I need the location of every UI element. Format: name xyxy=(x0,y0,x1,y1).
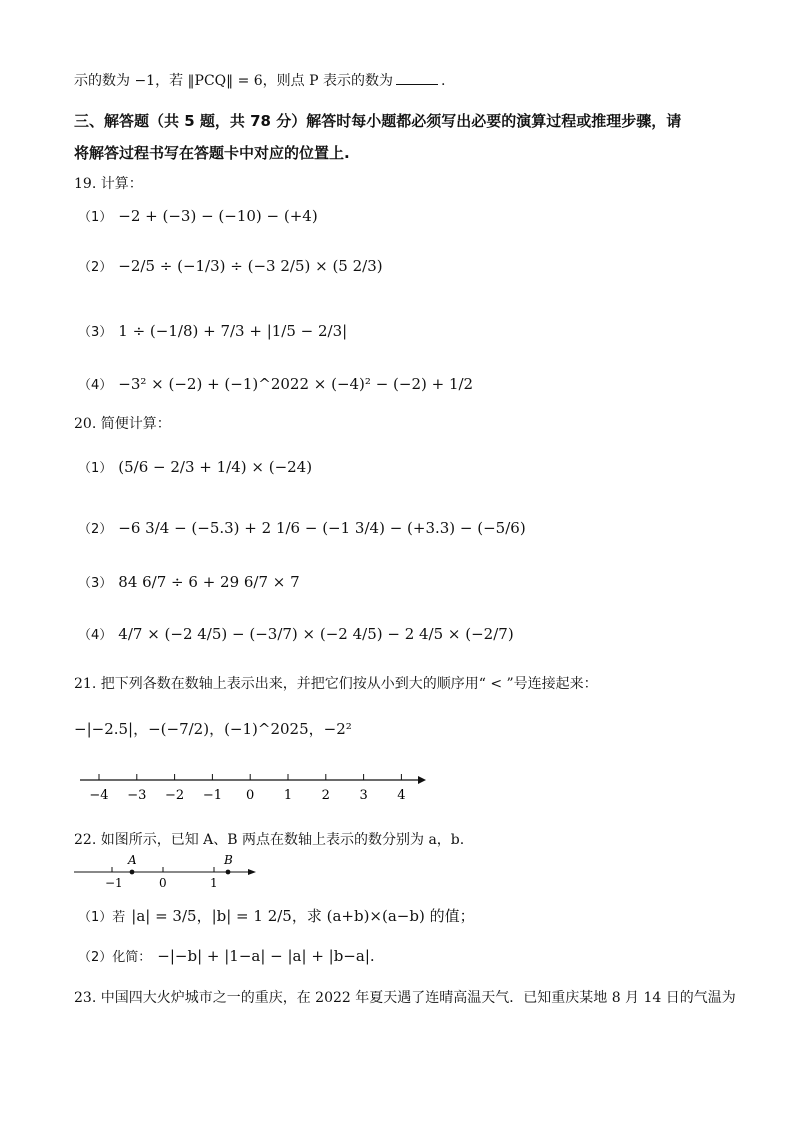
number-line-21 xyxy=(74,768,434,812)
question-21: 21. 把下列各数在数轴上表示出来，并把它们按从小到大的顺序用“ < ”号连接起来： xyxy=(74,676,598,692)
part-tag: （1）若 xyxy=(78,910,126,925)
q19-part-1 xyxy=(78,206,318,225)
tick-label: 0 xyxy=(159,876,167,890)
question-20: 20. 简便计算： xyxy=(74,416,171,432)
section-heading: 三、解答题（共 5 题，共 78 分）解答时每小题都必须写出必要的演算过程或推理步骤，请 xyxy=(74,112,682,130)
tick-label: −4 xyxy=(89,788,109,803)
q19-4-expression: −3² × (−2) + (−1)^2022 × (−4)² − (−2) + 1/2 xyxy=(118,374,474,393)
tick-label: 0 xyxy=(246,788,255,803)
q20-part-3 xyxy=(78,572,300,591)
part-tag: （1） xyxy=(78,210,113,225)
answer-blank[interactable] xyxy=(396,72,438,85)
top-end: . xyxy=(441,73,446,89)
section-heading-2: 将解答过程书写在答题卡中对应的位置上. xyxy=(74,144,350,162)
top-line xyxy=(74,70,445,90)
tick-label: 3 xyxy=(359,788,368,803)
tick-label: 4 xyxy=(397,788,406,803)
tick-label: 1 xyxy=(283,788,293,803)
tick-label: −1 xyxy=(105,876,123,890)
part-tag: （2）化简： xyxy=(78,950,152,965)
point-b-dot xyxy=(226,870,231,875)
q19-part-4 xyxy=(78,374,473,393)
q19-1-expression: −2 + (−3) − (−10) − (+4) xyxy=(118,206,318,225)
part-tag: （4） xyxy=(78,628,113,643)
question-22: 22. 如图所示，已知 A、B 两点在数轴上表示的数分别为 a，b. xyxy=(74,832,465,848)
q20-part-1 xyxy=(78,457,312,476)
q22-part-2 xyxy=(78,946,375,965)
q20-1-expression: (5/6 − 2/3 + 1/4) × (−24) xyxy=(118,457,313,476)
q19-part-3 xyxy=(78,321,347,340)
q19-3-expression: 1 ÷ (−1/8) + 7/3 + |1/5 − 2/3| xyxy=(118,321,348,340)
point-a-label: A xyxy=(128,853,137,867)
q20-part-2 xyxy=(78,518,526,537)
point-a-dot xyxy=(130,870,135,875)
point-b-label: B xyxy=(224,853,233,867)
q22-1-expression: |a| = 3/5，|b| = 1 2/5，求 (a+b)×(a−b) 的值； xyxy=(131,907,475,925)
axis-arrow xyxy=(248,869,256,875)
q20-2-expression: −6 3/4 − (−5.3) + 2 1/6 − (−1 3/4) − (+3.3) − (−5/6) xyxy=(118,518,526,537)
part-tag: （1） xyxy=(78,461,113,476)
q22-2-expression: −|−b| + |1−a| − |a| + |b−a|. xyxy=(157,946,375,965)
q20-3-expression: 84 6/7 ÷ 6 + 29 6/7 × 7 xyxy=(118,572,300,591)
part-tag: （2） xyxy=(78,260,113,275)
q21-numbers: −|−2.5|，−(−7/2)，(−1)^2025，−2² xyxy=(74,720,352,738)
tick-label: −1 xyxy=(202,788,222,803)
question-23: 23. 中国四大火炉城市之一的重庆，在 2022 年夏天遇了连晴高温天气．已知重庆某地 8 月 14 日的气温为 xyxy=(74,990,736,1006)
q20-part-4 xyxy=(78,624,514,643)
tick-label: −3 xyxy=(127,788,147,803)
q20-4-expression: 4/7 × (−2 4/5) − (−3/7) × (−2 4/5) − 2 4/5 × (−2/7) xyxy=(118,624,514,643)
q22-part-1 xyxy=(78,905,475,926)
part-tag: （4） xyxy=(78,378,113,393)
tick-label: −2 xyxy=(165,788,185,803)
top-text: 示的数为 −1，若 ‖PCQ‖ = 6，则点 P 表示的数为 xyxy=(74,73,394,89)
part-tag: （3） xyxy=(78,576,113,591)
tick-label: 2 xyxy=(321,788,330,803)
axis-arrow xyxy=(418,776,426,784)
number-line-21-svg xyxy=(74,768,434,808)
q19-2-expression: −2/5 ÷ (−1/3) ÷ (−3 2/5) × (5 2/3) xyxy=(118,256,383,275)
number-line-22 xyxy=(72,852,262,896)
part-tag: （2） xyxy=(78,522,113,537)
part-tag: （3） xyxy=(78,325,113,340)
question-19: 19. 计算： xyxy=(74,176,143,192)
q19-part-2 xyxy=(78,256,383,275)
tick-label: 1 xyxy=(210,876,218,890)
number-line-22-svg xyxy=(72,852,262,892)
